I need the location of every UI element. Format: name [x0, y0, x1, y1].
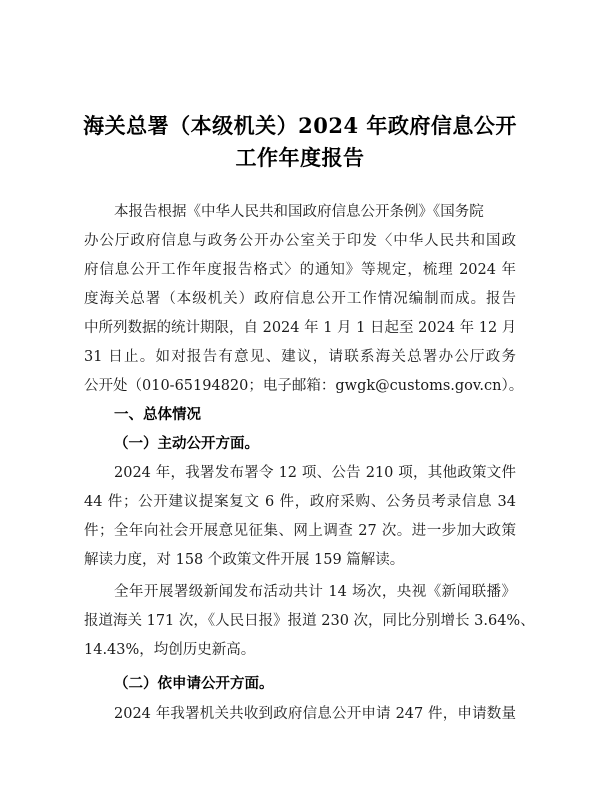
press-release-line-3: 14.43%，均创历史新高。 — [84, 642, 256, 658]
request-disclosure-line-1: 2024 年我署机关共收到政府信息公开申请 247 件，申请数量 — [114, 706, 516, 722]
intro-line-2: 办公厅政府信息与政务公开办公室关于印发〈中华人民共和国政 — [84, 233, 516, 249]
press-release-line-2: 报道海关 171 次，《人民日报》报道 230 次，同比分别增长 3.64%、 — [84, 613, 535, 629]
active-disclosure-line-1: 2024 年，我署发布署令 12 项、公告 210 项，其他政策文件 — [114, 465, 516, 481]
subsection-heading-request-disclosure: （二）依申请公开方面。 — [114, 675, 274, 692]
subsection-heading-active-disclosure: （一）主动公开方面。 — [114, 435, 259, 452]
active-disclosure-line-4: 解读力度，对 158 个政策文件开展 159 篇解读。 — [84, 552, 405, 568]
intro-line-4: 度海关总署（本级机关）政府信息公开工作情况编制而成。报告 — [84, 291, 516, 307]
active-disclosure-line-2: 44 件；公开建议提案复文 6 件，政府采购、公务员考录信息 34 — [84, 494, 516, 510]
report-title-line1: 海关总署（本级机关）2024 年政府信息公开 — [83, 113, 517, 138]
intro-line-5: 中所列数据的统计期限，自 2024 年 1 月 1 日起至 2024 年 12 月 — [84, 320, 517, 336]
intro-line-1: 本报告根据《中华人民共和国政府信息公开条例》《国务院 — [114, 204, 484, 220]
active-disclosure-line-3: 件；全年向社会开展意见征集、网上调查 27 次。进一步加大政策 — [84, 523, 516, 539]
section-heading-overview: 一、总体情况 — [114, 406, 201, 423]
intro-line-6: 31 日止。如对报告有意见、建议，请联系海关总署办公厅政务 — [84, 349, 516, 365]
report-title-line2: 工作年度报告 — [235, 145, 365, 170]
intro-line-7: 公开处（010-65194820；电子邮箱：gwgk@customs.gov.cn）。 — [84, 378, 524, 394]
intro-line-3: 府信息公开工作年度报告格式〉的通知》等规定，梳理 2024 年 — [84, 262, 516, 278]
press-release-line-1: 全年开展署级新闻发布活动共计 14 场次，央视《新闻联播》 — [114, 584, 516, 600]
